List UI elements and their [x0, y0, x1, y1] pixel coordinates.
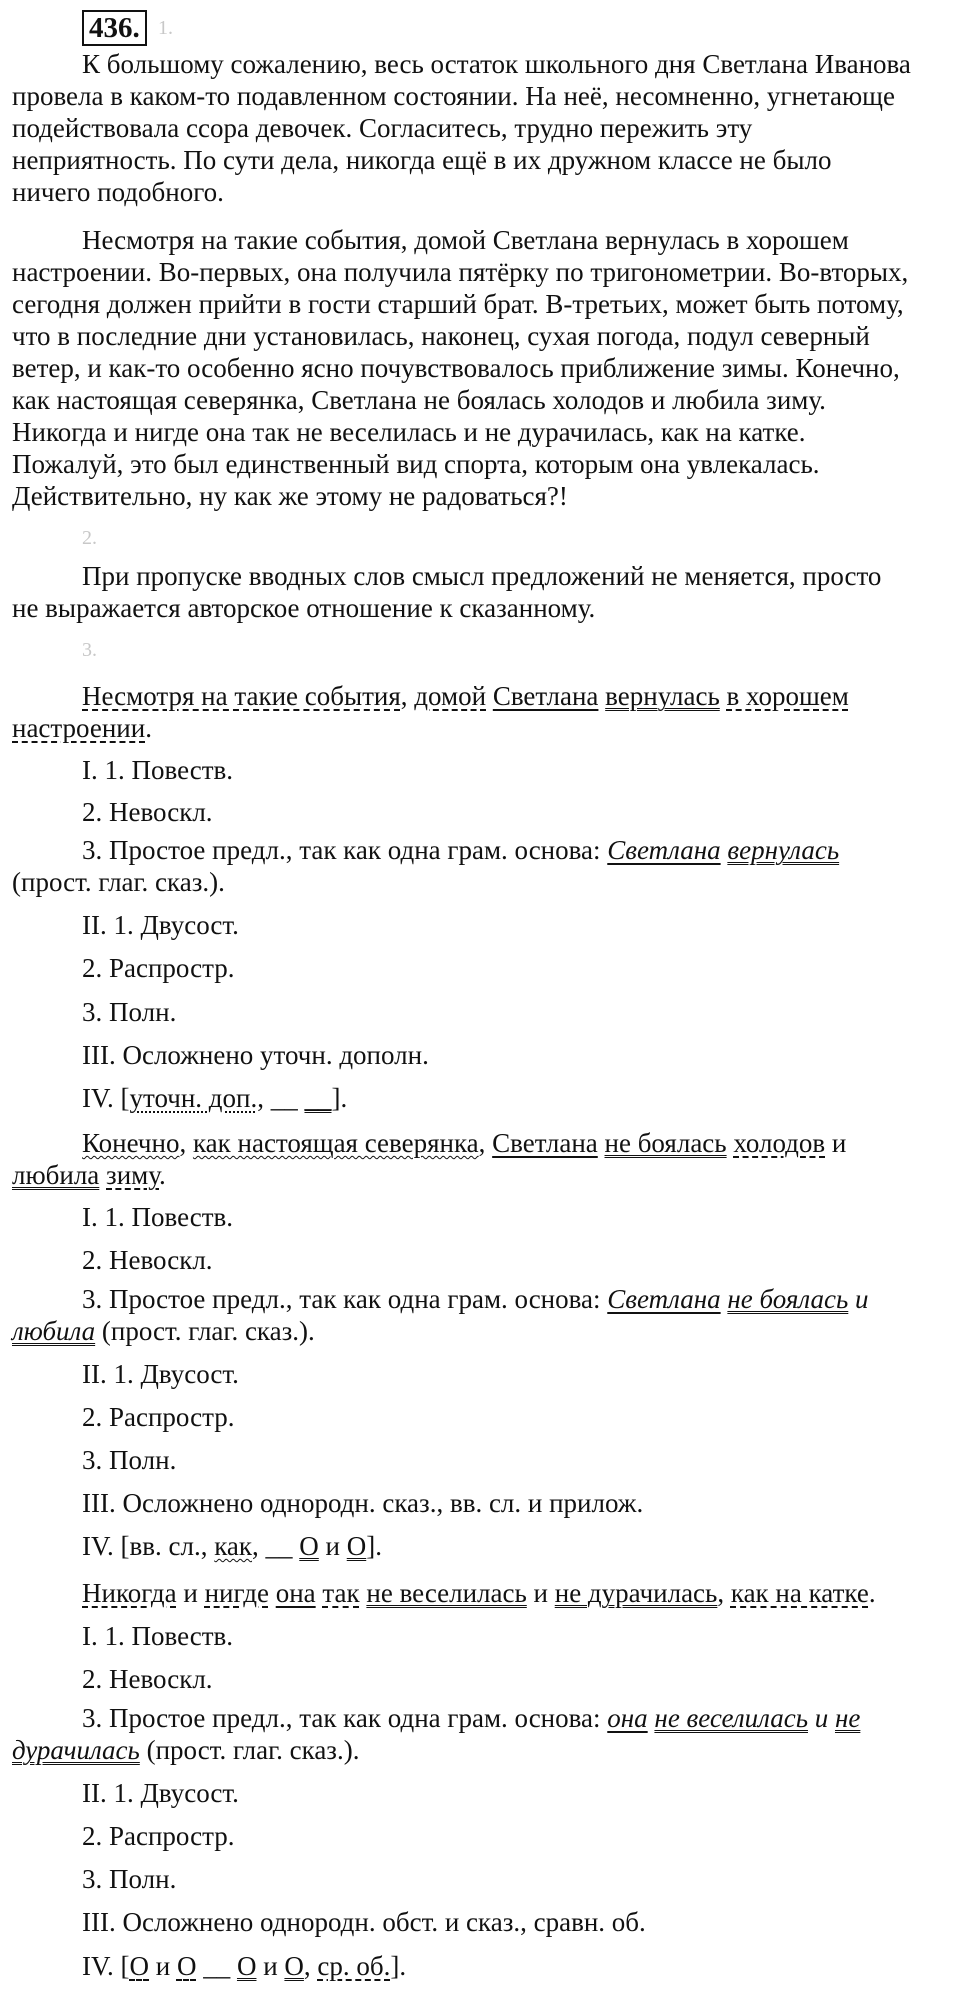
- item-number-3: 3.: [82, 639, 97, 661]
- sentence-2-line: Конечно, как настоящая северянка, Светлана не боялась холодов и: [82, 1128, 847, 1158]
- subject: Светлана: [492, 1128, 598, 1158]
- predicate: любила: [12, 1316, 96, 1346]
- analysis-line: II. 1. Двусост.: [82, 910, 239, 940]
- item-number-2: 2.: [82, 527, 97, 549]
- period: .: [145, 713, 152, 743]
- adverbial: настроении: [12, 713, 146, 743]
- subject: Светлана: [607, 1284, 721, 1314]
- homogeneous-mark: О: [299, 1531, 319, 1561]
- adverbial: Несмотря на такие события: [82, 681, 401, 711]
- analysis-line: 3. Простое предл., так как одна грам. основа: Светлана не боялась и: [82, 1284, 869, 1314]
- object: зиму: [106, 1160, 160, 1190]
- text2-line: сегодня должен прийти в гости старший брат. В-третьих, может быть потому,: [12, 289, 904, 319]
- analysis-line: III. Осложнено однородн. сказ., вв. сл. и прилож.: [82, 1488, 644, 1518]
- text2-line: Несмотря на такие события, домой Светлана вернулась в хорошем: [82, 225, 849, 255]
- scheme-line: IV. [вв. сл., как, __ О и О].: [82, 1531, 382, 1561]
- text2-line: ветер, и как-то особенно ясно почувствовалось приближение зимы. Конечно,: [12, 353, 900, 383]
- predicate: вернулась: [727, 835, 840, 865]
- predicate: не боялась: [727, 1284, 849, 1314]
- object: холодов: [733, 1128, 826, 1158]
- item-number-1: 1.: [158, 17, 173, 39]
- analysis-line: дурачилась (прост. глаг. сказ.).: [12, 1735, 360, 1765]
- predicate: не боялась: [604, 1128, 727, 1158]
- analysis-line: 3. Полн.: [82, 997, 177, 1027]
- analysis-line: 2. Невоскл.: [82, 1664, 213, 1694]
- clarifying-object: уточн. доп.: [129, 1083, 258, 1113]
- predicate: не веселилась: [654, 1703, 808, 1733]
- analysis-line: III. Осложнено однородн. обст. и сказ., сравн. об.: [82, 1907, 646, 1937]
- subject-mark: __: [265, 1531, 293, 1561]
- text1-line: неприятность. По сути дела, никогда ещё в их дружном классе не было: [12, 145, 832, 175]
- comma: ,: [400, 681, 415, 711]
- predicate: любила: [12, 1160, 100, 1190]
- text2-line: Никогда и нигде она так не веселилась и не дурачилась, как на катке.: [12, 417, 806, 447]
- apposition: как настоящая северянка: [192, 1128, 479, 1158]
- subject-mark: __: [270, 1083, 298, 1113]
- analysis-line: 3. Полн.: [82, 1864, 177, 1894]
- comparison: как на катке: [730, 1578, 869, 1608]
- adverbial: так: [322, 1578, 360, 1608]
- sentence-3-line: Никогда и нигде она так не веселилась и не дурачилась, как на катке.: [82, 1578, 876, 1608]
- homogeneous-mark: О: [176, 1951, 197, 1981]
- sentence-1-line: [12, 712, 152, 744]
- subject: Светлана: [607, 835, 721, 865]
- homogeneous-mark: О: [129, 1951, 150, 1981]
- predicate-mark: __: [304, 1083, 332, 1113]
- analysis-line: 2. Распростр.: [82, 1402, 235, 1432]
- adverbial: нигде: [204, 1578, 269, 1608]
- adverbial: в хорошем: [726, 681, 849, 711]
- subject-mark: __: [203, 1951, 231, 1981]
- predicate: дурачилась: [12, 1735, 140, 1765]
- analysis-line: 2. Невоскл.: [82, 797, 213, 827]
- subject: она: [607, 1703, 648, 1733]
- item2-line: При пропуске вводных слов смысл предложений не меняется, просто: [82, 561, 882, 591]
- text1-line: подействовала ссора девочек. Согласитесь, трудно пережить эту: [12, 113, 753, 143]
- text1-line: ничего подобного.: [12, 177, 224, 207]
- analysis-line: 3. Простое предл., так как одна грам. основа: Светлана вернулась: [82, 835, 840, 865]
- predicate: не дурачилась: [554, 1578, 718, 1608]
- sentence-1-line: [82, 680, 849, 712]
- sentence-2-line: любила зиму.: [12, 1160, 166, 1190]
- analysis-line: III. Осложнено уточн. дополн.: [82, 1040, 429, 1070]
- analysis-line: II. 1. Двусост.: [82, 1778, 239, 1808]
- homogeneous-mark: О: [346, 1531, 367, 1561]
- exercise-number: 436.: [82, 10, 147, 46]
- analysis-line: 3. Полн.: [82, 1445, 177, 1475]
- text2-line: как настоящая северянка, Светлана не боялась холодов и любила зиму.: [12, 385, 826, 415]
- homogeneous-mark: О: [284, 1951, 304, 1981]
- text2-line: Пожалуй, это был единственный вид спорта, которым она увлекалась.: [12, 449, 820, 479]
- predicate: не веселилась: [366, 1578, 527, 1608]
- item2-line: не выражается авторское отношение к сказанному.: [12, 593, 596, 623]
- analysis-line: (прост. глаг. сказ.).: [12, 867, 225, 897]
- predicate: вернулась: [605, 681, 720, 711]
- text2-line: настроении. Во-первых, она получила пятёрку по тригонометрии. Во-вторых,: [12, 257, 909, 287]
- analysis-line: 2. Распростр.: [82, 953, 235, 983]
- intro-word: Конечно: [82, 1128, 180, 1158]
- analysis-line: I. 1. Повеств.: [82, 755, 234, 785]
- predicate: не: [834, 1703, 861, 1733]
- homogeneous-mark: О: [236, 1951, 257, 1981]
- analysis-line: I. 1. Повеств.: [82, 1202, 234, 1232]
- analysis-line: I. 1. Повеств.: [82, 1621, 234, 1651]
- analysis-line: II. 1. Двусост.: [82, 1359, 239, 1389]
- subject: Светлана: [492, 681, 599, 711]
- analysis-line: 2. Распростр.: [82, 1821, 235, 1851]
- analysis-line: 3. Простое предл., так как одна грам. основа: она не веселилась и не: [82, 1703, 861, 1733]
- text2-line: что в последние дни установилась, наконец, сухая погода, подул северный: [12, 321, 870, 351]
- apposition-mark: как: [214, 1531, 253, 1561]
- text1-line: провела в каком-то подавленном состоянии. На неё, несомненно, угнетающе: [12, 81, 895, 111]
- text2-line: Действительно, ну как же этому не радоваться?!: [12, 481, 568, 511]
- analysis-line: 2. Невоскл.: [82, 1245, 213, 1275]
- conjunction: и: [831, 1128, 847, 1158]
- adverbial: Никогда: [82, 1578, 177, 1608]
- analysis-line: любила (прост. глаг. сказ.).: [12, 1316, 315, 1346]
- scheme-line: IV. [О и О __ О и О, ср. об.].: [82, 1951, 407, 1981]
- text1-line: К большому сожалению, весь остаток школьного дня Светлана Иванова: [82, 49, 911, 79]
- subject: она: [275, 1578, 316, 1608]
- scheme-line: IV. [уточн. доп., __ __].: [82, 1083, 348, 1113]
- adverbial: домой: [414, 681, 487, 711]
- comparison-mark: ср. об.: [317, 1951, 391, 1981]
